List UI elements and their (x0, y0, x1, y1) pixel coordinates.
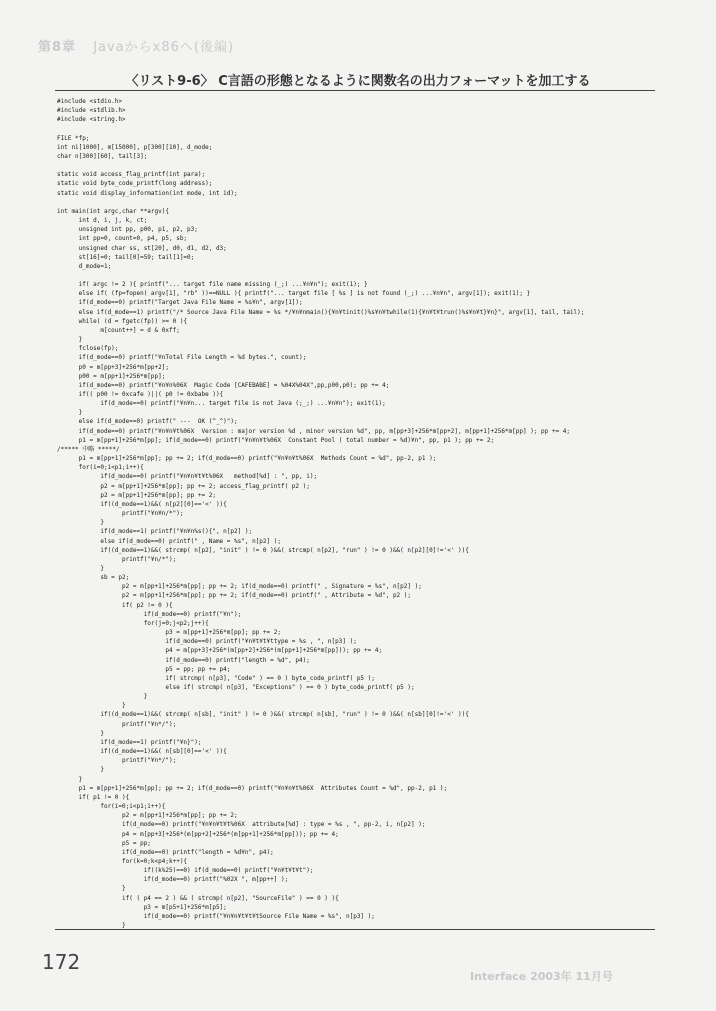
code-line: m[count++] = d & 0xff; (57, 326, 180, 334)
code-line: p2 = m[pp+1]+256*m[pp]; pp += 2; access_flag_printf( p2 ); (57, 482, 310, 490)
code-line: } (57, 922, 126, 930)
code-line: if( p2 != 0 ){ (57, 601, 173, 609)
code-line: else if(d_mode==0) printf(" , Name = %s", n[p2] ); (57, 537, 281, 545)
code-line: if(d_mode==0) printf("¥n¥n¥t%06X Version : major version %d , minor version %d", pp, m[pp+3]+256*m[pp+2], m[pp+1]+256*m[pp] ); pp += 4; (57, 427, 570, 435)
code-line: FILE *fp; (57, 134, 90, 142)
code-block (57, 97, 655, 930)
code-line: else if(d_mode==1) printf("/* Source Java File Name = %s */¥n¥nmain(){¥n¥tinit()%s¥n¥twhile(1){¥n¥t¥trun()%s¥n¥t}¥n}", argv[1], tail, tail); (57, 308, 585, 316)
code-line: for(k=0;k<p4;k++){ (57, 857, 188, 865)
code-line: d_mode=1; (57, 262, 112, 270)
code-line: if(d_mode==0) printf("¥n¥n%06X Magic Code [CAFEBABE] = %04X%04X",pp,p00,p0); pp += 4; (57, 381, 390, 389)
code-line: if((d_mode==1)&&( strcmp( n[sb], "init" ) != 0 )&&( strcmp( n[sb], "run" ) != 0 )&&( n[sb][0]!='<' )){ (57, 711, 469, 719)
code-line: unsigned char ss, st[20], d0, d1, d2, d3; (57, 244, 227, 252)
code-line: p2 = m[pp+1]+256*m[pp]; pp += 2; (57, 491, 216, 499)
code-line: } (57, 729, 104, 737)
code-line: #include <stdlib.h> (57, 107, 126, 115)
code-line: } (57, 564, 104, 572)
code-line: p4 = m[pp+3]+256*(m[pp+2]+256*(m[pp+1]+256*m[pp])); pp += 4; (57, 830, 339, 838)
code-line: if(d_mode==0) printf("%02X ", m[pp++] ); (57, 876, 289, 884)
code-line: p2 = m[pp+1]+256*m[pp]; pp += 2; if(d_mode==0) printf(" , Attribute = %d", p2 ); (57, 592, 412, 600)
code-line: static void access_flag_printf(int para); (57, 171, 206, 179)
code-line: if( p1 != 0 ){ (57, 793, 130, 801)
page-number: 172 (42, 950, 81, 974)
code-line: int d, i, j, k, ct; (57, 217, 148, 225)
code-line: p00 = m[pp+1]+256*m[pp]; (57, 372, 166, 380)
code-line: if(d_mode==1) printf("¥n}"); (57, 738, 202, 746)
code-line: st[16]=0; tail[0]=59; tail[1]=0; (57, 253, 195, 261)
code-line: p2 = m[pp+1]+256*m[pp]; pp += 2; if(d_mode==0) printf(" , Signature = %s", n[p2] ); (57, 583, 422, 591)
code-line: for(j=0;j<p2;j++){ (57, 619, 209, 627)
code-line: p0 = m[pp+3]+256*m[pp+2]; (57, 363, 169, 371)
code-line: static void byte_code_printf(long address); (57, 180, 213, 188)
code-line: p5 = pp; pp += p4; (57, 665, 231, 673)
code-line: p1 = m[pp+1]+256*m[pp]; pp += 2; if(d_mode==0) printf("¥n¥n¥t%06X Methods Count = %d", pp-2, p1 ); (57, 455, 437, 463)
code-line: if((d_mode==1)&&( strcmp( n[p2], "init" ) != 0 )&&( strcmp( n[p2], "run" ) != 0 )&&( n[p2][0]!='<' )){ (57, 546, 469, 554)
code-line: if(d_mode==0) printf("length = %d¥n", p4); (57, 848, 274, 856)
code-line: printf("¥n*/"); (57, 757, 177, 765)
code-line: p1 = m[pp+1]+256*m[pp]; pp += 2; if(d_mode==0) printf("¥n¥n¥t%06X Attributes Count = %d", pp-2, p1 ); (57, 784, 448, 792)
code-line: if(( p00 != 0xcafe )||( p0 != 0xbabe )){ (57, 391, 224, 398)
code-line: #include <string.h> (57, 116, 126, 124)
code-line: p3 = m[pp+1]+256*m[pp]; pp += 2; (57, 629, 281, 637)
code-line: int main(int argc,char **argv){ (57, 207, 169, 215)
code-line: if( argc != 2 ){ printf("... target file name missing (_;) ...¥n¥n"); exit(1); } (57, 281, 368, 289)
code-line: if(d_mode==0) printf("¥n¥t¥t¥ttype = %s , ", n[p3] ); (57, 638, 357, 646)
code-line: int ni[1000], m[15000], p[300][10], d_mode; (57, 143, 213, 151)
code-line: if(d_mode==0) printf("¥n"); (57, 610, 242, 618)
code-line: if(d_mode==0) printf("Target Java File Name = %s¥n", argv[1]); (57, 299, 303, 307)
code-line: char n[300][60], tail[3]; (57, 152, 148, 160)
code-line: if((d_mode==1)&&( n[sb][0]=='<' )){ (57, 748, 227, 756)
code-line: if((k%25)==0) if(d_mode==0) printf("¥n¥t¥t¥t"); (57, 867, 314, 875)
code-line: p3 = m[p5+1]+256*m[p5]; (57, 903, 227, 911)
code-line: } (57, 336, 83, 344)
code-line: if(d_mode==0) printf("¥n¥n... target file is not Java (;_;) ...¥n¥n"); exit(1); (57, 400, 386, 408)
code-line: fclose(fp); (57, 345, 119, 353)
code-line: } (57, 693, 148, 701)
code-line: } (57, 519, 104, 527)
code-line: if(d_mode==0) printf("¥nTotal File Length = %d bytes.", count); (57, 354, 307, 362)
code-line: while( (d = fgetc(fp)) >= 0 ){ (57, 317, 188, 325)
code-line: int pp=0, count=0, p4, p5, sb; (57, 235, 188, 243)
code-line: for(i=0;i<p1;i++){ (57, 803, 166, 811)
code-line: p4 = m[pp+3]+256*(m[pp+2]+256*(m[pp+1]+256*m[pp])); pp += 4; (57, 647, 383, 655)
code-line: static void display_information(int mode, int id); (57, 189, 238, 197)
code-line: if( strcmp( n[p3], "Code" ) == 0 ) byte_code_printf( p5 ); (57, 674, 375, 682)
code-line: else if( (fp=fopen( argv[1], "rb" ))==NULL ){ printf("... target file [ %s ] is not found (_;) ...¥n¥n", argv[1]); exit(1); } (57, 290, 531, 298)
code-line: unsigned int pp, p00, p1, p2, p3; (57, 226, 198, 234)
code-line: printf("¥n*/"); (57, 720, 177, 728)
listing-title: 〈リスト9-6〉 C言語の形態となるように関数名の出力フォーマットを加工する (125, 74, 591, 89)
code-line: p1 = m[pp+1]+256*m[pp]; if(d_mode==0) printf("¥n¥n¥t%06X Constant Pool ( total number = %d)¥n", pp, p1 ); pp += 2; (57, 436, 495, 444)
code-line: if(d_mode==0) printf("¥n¥n¥t¥t%06X method[%d] : ", pp, i); (57, 473, 318, 481)
code-line: for(i=0;i<p1;i++){ (57, 464, 144, 472)
code-listing (55, 90, 655, 930)
code-line: if(d_mode==0) printf("length = %d", p4); (57, 656, 310, 664)
code-line: } (57, 775, 83, 783)
page-header (38, 36, 234, 55)
code-line: else if( strcmp( n[p3], "Exceptions" ) == 0 ) byte_code_printf( p5 ); (57, 684, 415, 691)
footer-ghost-text: Interface 2003年 11月号 (470, 970, 613, 983)
code-line: if(d_mode==0) printf("¥n¥n¥t¥t¥tSource File Name = %s", n[p3] ); (57, 912, 375, 920)
code-line: if((d_mode==1)&&( n[p2][0]=='<' )){ (57, 500, 227, 508)
code-line: sb = p2; (57, 574, 130, 582)
code-line: if(d_mode==0) printf("¥n¥n¥t¥t%06X attribute[%d] : type = %s , ", pp-2, i, n[p2] ); (57, 821, 426, 829)
chapter-number: 第8章 (38, 40, 77, 55)
code-line: printf("¥n¥n/*"); (57, 510, 184, 518)
code-line: p5 = pp; (57, 839, 151, 847)
code-line: if( ( p4 == 2 ) && ( strcmp( n[p2], "SourceFile" ) == 0 ) ){ (57, 894, 339, 902)
code-line: printf("¥n/*"); (57, 555, 177, 563)
code-line: } (57, 702, 126, 710)
code-line: if(d_mode==1) printf("¥n¥n%s(){", n[p2] ); (57, 528, 253, 536)
code-line: /***** 中略 *****/ (57, 445, 120, 453)
code-line: } (57, 766, 104, 774)
code-line: #include <stdio.h> (57, 98, 123, 105)
code-line: } (57, 885, 126, 893)
chapter-title: Javaからx86へ(後編) (93, 40, 235, 55)
code-line: else if(d_mode==0) printf(" --- OK (^_^)"); (57, 418, 238, 426)
code-line: } (57, 409, 83, 417)
code-line: p2 = m[pp+1]+256*m[pp]; pp += 2; (57, 812, 238, 820)
